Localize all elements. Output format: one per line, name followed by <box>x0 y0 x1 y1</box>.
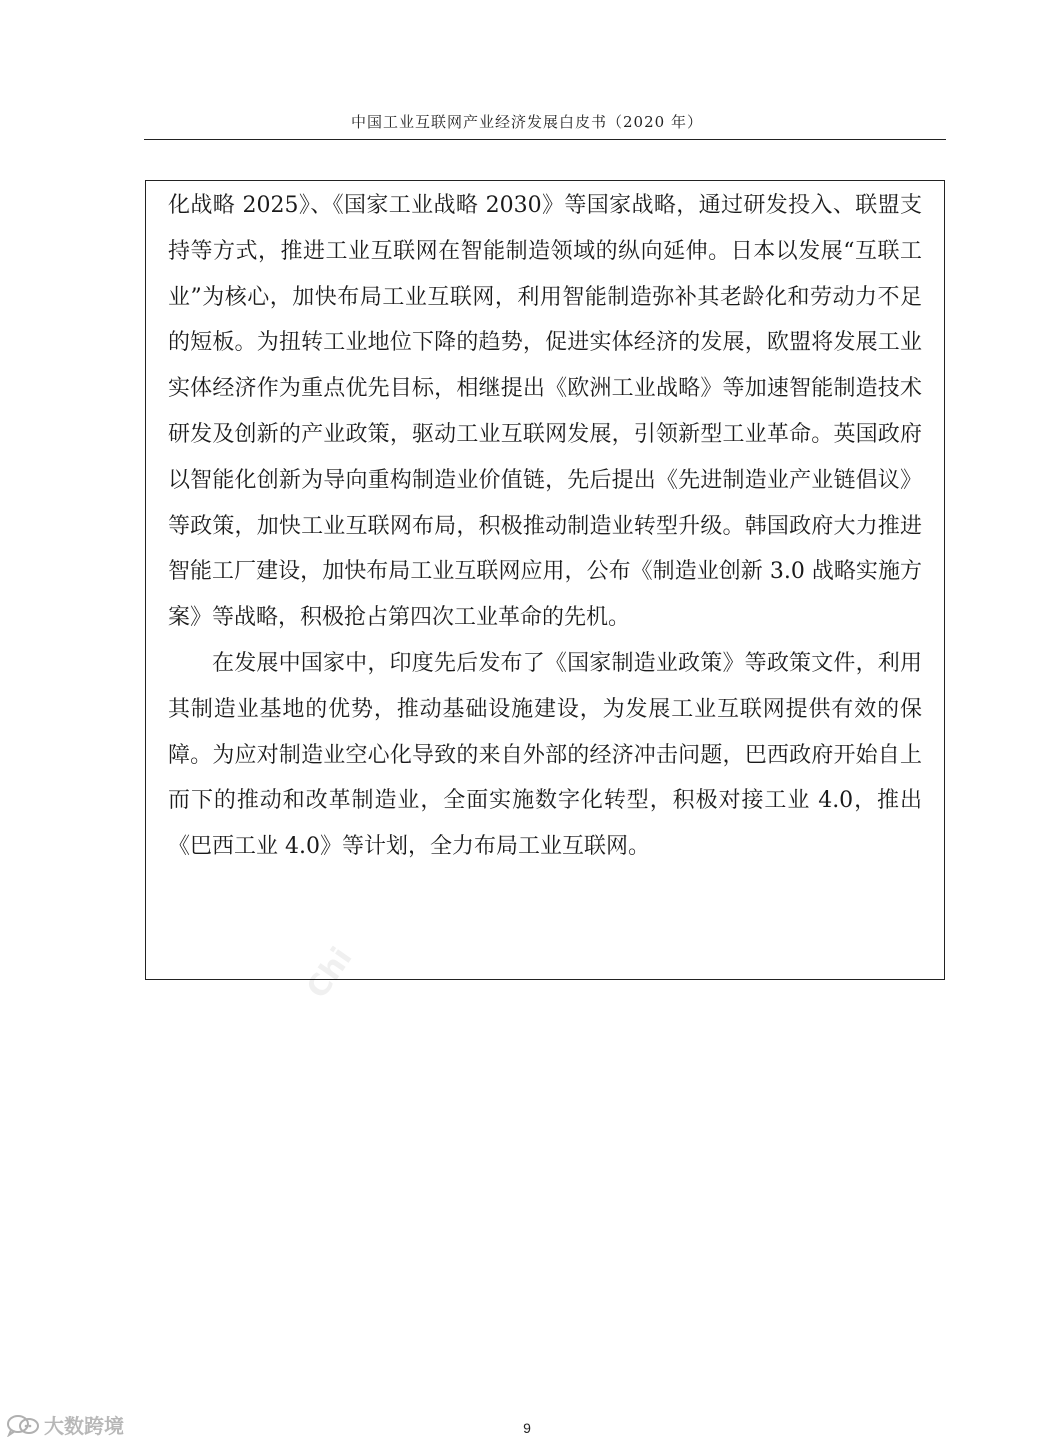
watermark: Chi <box>300 941 360 1006</box>
paragraph-developing-countries: 在发展中国家中，印度先后发布了《国家制造业政策》等政策文件，利用其制造业基地的优势，推动基础设施建设，为发展工业互联网提供有效的保障。为应对制造业空心化导致的来自外部的经济冲击问题，巴西政府开始自上而下的推动和改革制造业，全面实施数字化转型，积极对接工业 4.0，推出《巴西工业 4.0》等计划，全力布局工业互联网。 <box>168 650 922 860</box>
corner-logo <box>6 1410 124 1439</box>
bordered-text-box <box>145 180 945 980</box>
running-header: 中国工业互联网产业经济发展白皮书（2020 年） <box>351 113 703 131</box>
chat-bubbles-icon <box>6 1413 40 1437</box>
logo-text: 大数跨境 <box>44 1414 124 1438</box>
page-number: 9 <box>523 1420 531 1436</box>
paragraph-developed-countries: 化战略 2025》、《国家工业战略 2030》等国家战略，通过研发投入、联盟支持等方式，推进工业互联网在智能制造领域的纵向延伸。日本以发展“互联工业”为核心，加快布局工业互联网，利用智能制造弥补其老龄化和劳动力不足的短板。为扭转工业地位下降的趋势，促进实体经济的发展，欧盟将发展工业实体经济作为重点优先目标，相继提出《欧洲工业战略》等加速智能制造技术研发及创新的产业政策，驱动工业互联网发展，引领新型工业革命。英国政府以智能化创新为导向重构制造业价值链，先后提出《先进制造业产业链倡议》等政策，加快工业互联网布局，积极推动制造业转型升级。韩国政府大力推进智能工厂建设，加快布局工业互联网应用，公布《制造业创新 3.0 战略实施方案》等战略，积极抢占第四次工业革命的先机。 <box>168 193 922 631</box>
header-rule <box>144 139 946 140</box>
